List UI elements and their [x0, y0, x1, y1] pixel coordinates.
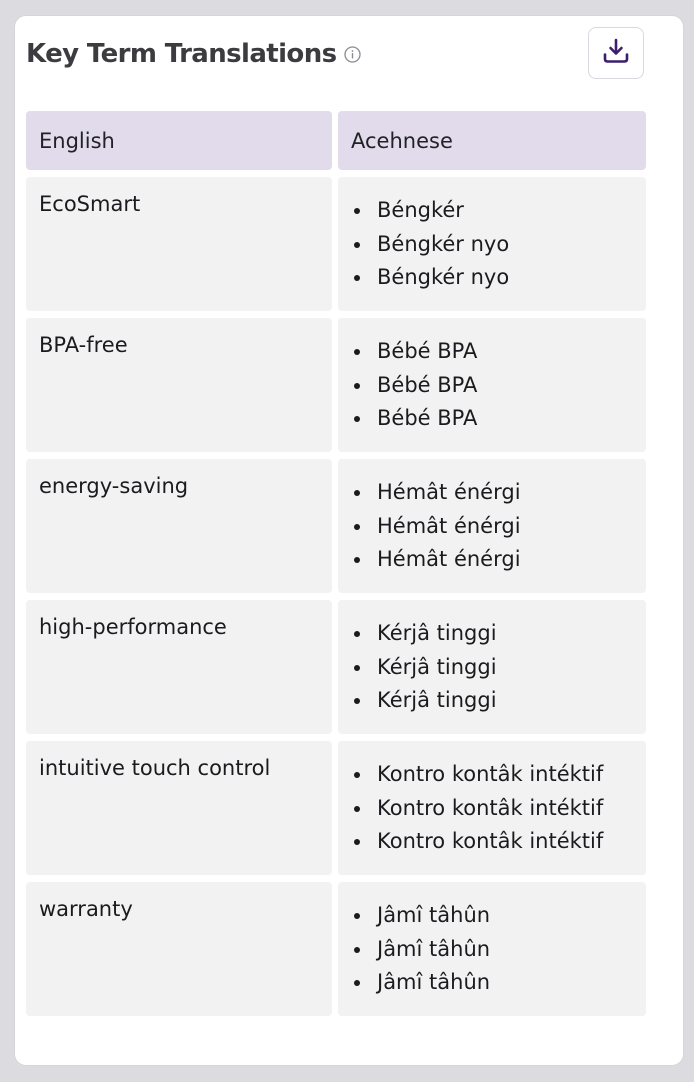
- table-row: [26, 318, 646, 452]
- acehnese-translations-cell: [338, 600, 646, 734]
- column-header-english: English: [26, 111, 332, 170]
- translation-item: Kérjâ tinggi: [351, 649, 646, 686]
- translation-item: Kontro kontâk intéktif: [351, 790, 646, 827]
- translation-item: Bébé BPA: [351, 333, 646, 370]
- translation-item: Béngkér nyo: [351, 259, 646, 296]
- table-row: [26, 177, 646, 311]
- translation-item: Bébé BPA: [351, 367, 646, 404]
- translation-list: [351, 474, 646, 578]
- acehnese-translations-cell: [338, 882, 646, 1016]
- acehnese-translations-cell: [338, 318, 646, 452]
- table-body: [26, 177, 646, 1016]
- translation-list: [351, 615, 646, 719]
- translation-item: Jâmî tâhûn: [351, 964, 646, 1001]
- english-term-cell: BPA-free: [26, 318, 332, 452]
- translation-item: Kontro kontâk intéktif: [351, 756, 646, 793]
- translation-list: [351, 333, 646, 437]
- translation-item: Hémât énérgi: [351, 474, 646, 511]
- english-term-cell: high-performance: [26, 600, 332, 734]
- english-term-cell: EcoSmart: [26, 177, 332, 311]
- translation-item: Jâmî tâhûn: [351, 897, 646, 934]
- table-header-row: [26, 111, 646, 170]
- acehnese-translations-cell: [338, 177, 646, 311]
- translation-list: [351, 897, 646, 1001]
- card-header: [26, 32, 361, 76]
- download-button[interactable]: [588, 27, 644, 79]
- translation-item: Kérjâ tinggi: [351, 615, 646, 652]
- translation-item: Béngkér nyo: [351, 226, 646, 263]
- table-row: [26, 459, 646, 593]
- english-term-cell: warranty: [26, 882, 332, 1016]
- translation-list: [351, 192, 646, 296]
- download-icon: [602, 37, 630, 69]
- english-term-cell: energy-saving: [26, 459, 332, 593]
- translation-list: [351, 756, 646, 860]
- info-circle-icon[interactable]: [344, 46, 361, 63]
- table-row: [26, 600, 646, 734]
- translation-item: Kérjâ tinggi: [351, 682, 646, 719]
- card-title: Key Term Translations: [26, 39, 337, 69]
- translations-table: [26, 111, 646, 1023]
- acehnese-translations-cell: [338, 459, 646, 593]
- translation-item: Hémât énérgi: [351, 541, 646, 578]
- table-row: [26, 741, 646, 875]
- translation-item: Hémât énérgi: [351, 508, 646, 545]
- column-header-acehnese: Acehnese: [338, 111, 646, 170]
- translation-item: Bébé BPA: [351, 400, 646, 437]
- translation-item: Kontro kontâk intéktif: [351, 823, 646, 860]
- translation-item: Béngkér: [351, 192, 646, 229]
- table-row: [26, 882, 646, 1016]
- translation-item: Jâmî tâhûn: [351, 931, 646, 968]
- english-term-cell: intuitive touch control: [26, 741, 332, 875]
- acehnese-translations-cell: [338, 741, 646, 875]
